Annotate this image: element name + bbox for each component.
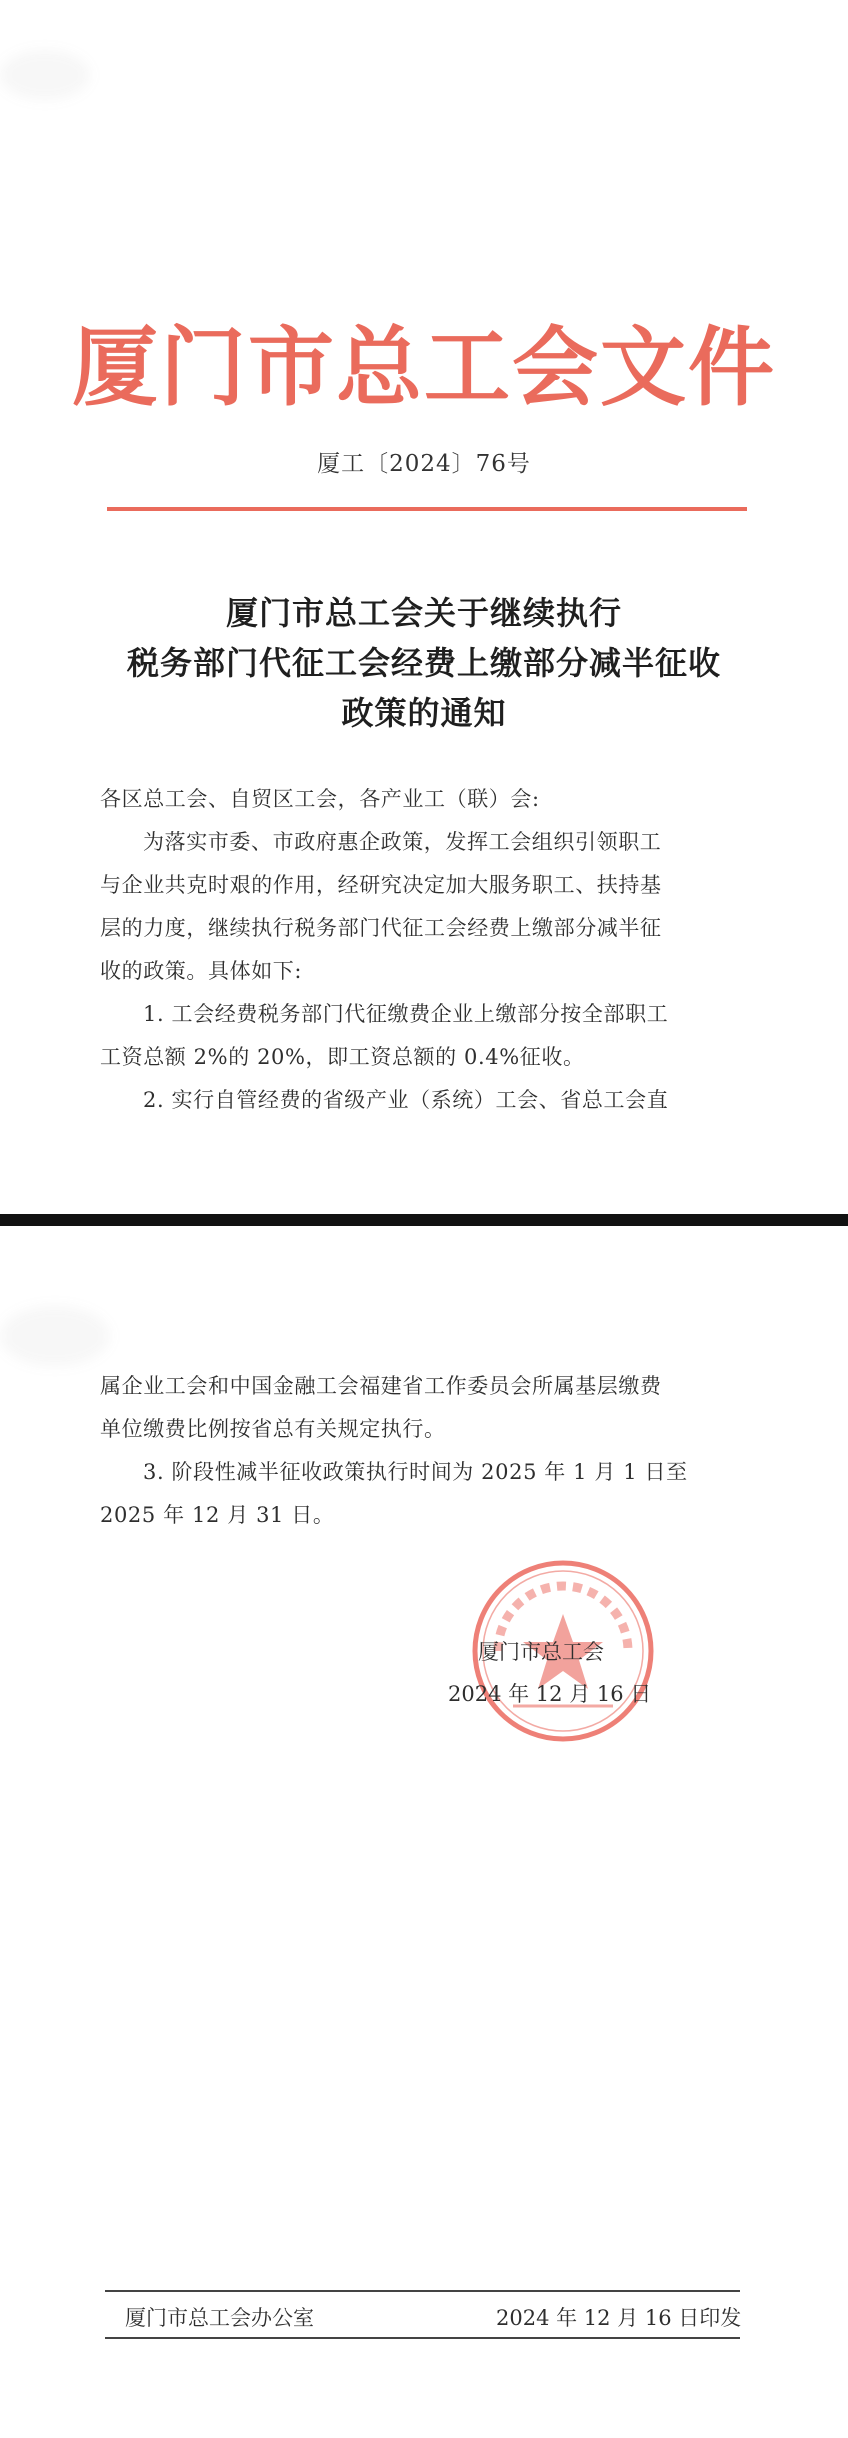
document-header-title: 厦门市总工会文件 — [72, 317, 776, 418]
addressee: 各区总工会、自贸区工会，各产业工（联）会: — [100, 787, 540, 811]
paragraph-line: 与企业共克时艰的作用，经研究决定加大服务职工、扶持基 — [100, 873, 662, 897]
item-1-line: 工资总额 2%的 20%，即工资总额的 0.4%征收。 — [100, 1045, 585, 1069]
scan-artifact — [0, 1306, 110, 1366]
footer-print-date: 2024 年 12 月 16 日印发 — [496, 2306, 742, 2330]
item-2-cont-line: 单位缴费比例按省总有关规定执行。 — [100, 1417, 446, 1441]
footer-issuer: 厦门市总工会办公室 — [125, 2306, 314, 2330]
document-number: 厦工〔2024〕76号 — [317, 451, 531, 477]
page-separator — [0, 1214, 848, 1226]
page-2 — [0, 1226, 848, 2438]
notice-title-line-3: 政策的通知 — [341, 694, 507, 732]
signature-date: 2024 年 12 月 16 日 — [448, 1682, 652, 1706]
item-3-line: 2025 年 12 月 31 日。 — [100, 1503, 335, 1527]
paragraph-line: 为落实市委、市政府惠企政策，发挥工会组织引领职工 — [143, 830, 662, 854]
notice-title-line-2: 税务部门代征工会经费上缴部分减半征收 — [126, 644, 721, 682]
notice-title-line-1: 厦门市总工会关于继续执行 — [225, 594, 622, 632]
item-2-cont-line: 属企业工会和中国金融工会福建省工作委员会所属基层缴费 — [100, 1374, 662, 1398]
item-2-line: 2. 实行自管经费的省级产业（系统）工会、省总工会直 — [143, 1088, 669, 1112]
item-3-line: 3. 阶段性减半征收政策执行时间为 2025 年 1 月 1 日至 — [143, 1460, 688, 1484]
scan-artifact — [0, 50, 90, 100]
page-1 — [0, 0, 848, 1214]
paragraph-line: 层的力度，继续执行税务部门代征工会经费上缴部分减半征 — [100, 916, 662, 940]
item-1-line: 1. 工会经费税务部门代征缴费企业上缴部分按全部职工 — [143, 1002, 669, 1026]
header-red-rule — [107, 507, 747, 511]
paragraph-line: 收的政策。具体如下: — [100, 959, 303, 983]
signature-org: 厦门市总工会 — [478, 1640, 604, 1664]
footer-top-rule — [105, 2290, 740, 2292]
footer-bottom-rule — [105, 2337, 740, 2339]
